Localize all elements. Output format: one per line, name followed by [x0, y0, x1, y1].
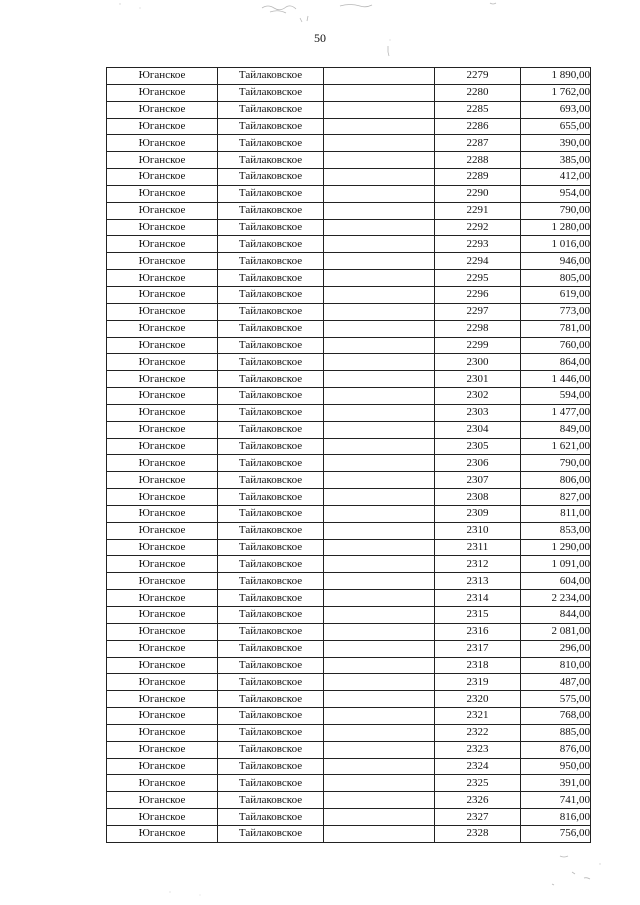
- field-cell: Юганское: [107, 825, 218, 842]
- number-cell: 2323: [435, 741, 521, 758]
- value-cell: 827,00: [521, 489, 591, 506]
- number-cell: 2302: [435, 388, 521, 405]
- field-cell: Юганское: [107, 674, 218, 691]
- extra-cell: [324, 522, 435, 539]
- field-cell: Юганское: [107, 556, 218, 573]
- extra-cell: [324, 472, 435, 489]
- area-cell: Тайлаковское: [218, 253, 324, 270]
- table-row: [107, 640, 591, 657]
- number-cell: 2312: [435, 556, 521, 573]
- table-row: [107, 169, 591, 186]
- table-row: [107, 135, 591, 152]
- number-cell: 2303: [435, 404, 521, 421]
- extra-cell: [324, 708, 435, 725]
- number-cell: 2324: [435, 758, 521, 775]
- value-cell: 849,00: [521, 421, 591, 438]
- value-cell: 1 762,00: [521, 84, 591, 101]
- extra-cell: [324, 169, 435, 186]
- table-row: [107, 573, 591, 590]
- area-cell: Тайлаковское: [218, 371, 324, 388]
- value-cell: 2 081,00: [521, 623, 591, 640]
- extra-cell: [324, 421, 435, 438]
- area-cell: Тайлаковское: [218, 539, 324, 556]
- number-cell: 2293: [435, 236, 521, 253]
- field-cell: Юганское: [107, 404, 218, 421]
- table-row: [107, 388, 591, 405]
- area-cell: Тайлаковское: [218, 775, 324, 792]
- field-cell: Юганское: [107, 371, 218, 388]
- field-cell: Юганское: [107, 421, 218, 438]
- table-row: [107, 590, 591, 607]
- extra-cell: [324, 758, 435, 775]
- table-row: [107, 657, 591, 674]
- field-cell: Юганское: [107, 135, 218, 152]
- area-cell: Тайлаковское: [218, 202, 324, 219]
- extra-cell: [324, 236, 435, 253]
- field-cell: Юганское: [107, 354, 218, 371]
- table-row: [107, 286, 591, 303]
- area-cell: Тайлаковское: [218, 185, 324, 202]
- value-cell: 604,00: [521, 573, 591, 590]
- field-cell: Юганское: [107, 118, 218, 135]
- value-cell: 811,00: [521, 505, 591, 522]
- field-cell: Юганское: [107, 320, 218, 337]
- table-row: [107, 741, 591, 758]
- table-row: [107, 270, 591, 287]
- area-cell: Тайлаковское: [218, 152, 324, 169]
- extra-cell: [324, 388, 435, 405]
- field-cell: Юганское: [107, 202, 218, 219]
- table-row: [107, 623, 591, 640]
- value-cell: 885,00: [521, 724, 591, 741]
- number-cell: 2318: [435, 657, 521, 674]
- table-row: [107, 354, 591, 371]
- extra-cell: [324, 270, 435, 287]
- value-cell: 844,00: [521, 607, 591, 624]
- field-cell: Юганское: [107, 489, 218, 506]
- number-cell: 2289: [435, 169, 521, 186]
- extra-cell: [324, 202, 435, 219]
- table-row: [107, 455, 591, 472]
- extra-cell: [324, 640, 435, 657]
- number-cell: 2311: [435, 539, 521, 556]
- area-cell: Тайлаковское: [218, 590, 324, 607]
- number-cell: 2317: [435, 640, 521, 657]
- page-number: 50: [314, 31, 326, 45]
- extra-cell: [324, 118, 435, 135]
- number-cell: 2292: [435, 219, 521, 236]
- number-cell: 2297: [435, 303, 521, 320]
- area-cell: Тайлаковское: [218, 337, 324, 354]
- table-row: [107, 185, 591, 202]
- number-cell: 2326: [435, 792, 521, 809]
- field-cell: Юганское: [107, 809, 218, 826]
- table-row: [107, 674, 591, 691]
- extra-cell: [324, 674, 435, 691]
- area-cell: Тайлаковское: [218, 354, 324, 371]
- field-cell: Юганское: [107, 219, 218, 236]
- extra-cell: [324, 101, 435, 118]
- value-cell: 810,00: [521, 657, 591, 674]
- registry-table: [106, 67, 591, 843]
- table-row: [107, 253, 591, 270]
- field-cell: Юганское: [107, 607, 218, 624]
- area-cell: Тайлаковское: [218, 691, 324, 708]
- area-cell: Тайлаковское: [218, 472, 324, 489]
- number-cell: 2313: [435, 573, 521, 590]
- extra-cell: [324, 489, 435, 506]
- extra-cell: [324, 371, 435, 388]
- area-cell: Тайлаковское: [218, 388, 324, 405]
- value-cell: 741,00: [521, 792, 591, 809]
- field-cell: Юганское: [107, 573, 218, 590]
- field-cell: Юганское: [107, 505, 218, 522]
- extra-cell: [324, 404, 435, 421]
- field-cell: Юганское: [107, 724, 218, 741]
- field-cell: Юганское: [107, 775, 218, 792]
- number-cell: 2301: [435, 371, 521, 388]
- value-cell: 693,00: [521, 101, 591, 118]
- number-cell: 2288: [435, 152, 521, 169]
- area-cell: Тайлаковское: [218, 135, 324, 152]
- value-cell: 773,00: [521, 303, 591, 320]
- number-cell: 2280: [435, 84, 521, 101]
- table-row: [107, 152, 591, 169]
- value-cell: 1 621,00: [521, 438, 591, 455]
- table-row: [107, 118, 591, 135]
- area-cell: Тайлаковское: [218, 219, 324, 236]
- area-cell: Тайлаковское: [218, 455, 324, 472]
- number-cell: 2287: [435, 135, 521, 152]
- field-cell: Юганское: [107, 708, 218, 725]
- number-cell: 2325: [435, 775, 521, 792]
- value-cell: 876,00: [521, 741, 591, 758]
- area-cell: Тайлаковское: [218, 556, 324, 573]
- field-cell: Юганское: [107, 286, 218, 303]
- field-cell: Юганское: [107, 388, 218, 405]
- field-cell: Юганское: [107, 169, 218, 186]
- value-cell: 806,00: [521, 472, 591, 489]
- area-cell: Тайлаковское: [218, 489, 324, 506]
- area-cell: Тайлаковское: [218, 84, 324, 101]
- number-cell: 2294: [435, 253, 521, 270]
- extra-cell: [324, 135, 435, 152]
- number-cell: 2327: [435, 809, 521, 826]
- field-cell: Юганское: [107, 84, 218, 101]
- table-row: [107, 724, 591, 741]
- field-cell: Юганское: [107, 472, 218, 489]
- table-row: [107, 708, 591, 725]
- field-cell: Юганское: [107, 253, 218, 270]
- value-cell: 619,00: [521, 286, 591, 303]
- area-cell: Тайлаковское: [218, 674, 324, 691]
- value-cell: 296,00: [521, 640, 591, 657]
- value-cell: 790,00: [521, 202, 591, 219]
- value-cell: 385,00: [521, 152, 591, 169]
- number-cell: 2299: [435, 337, 521, 354]
- area-cell: Тайлаковское: [218, 270, 324, 287]
- area-cell: Тайлаковское: [218, 792, 324, 809]
- table-row: [107, 202, 591, 219]
- extra-cell: [324, 185, 435, 202]
- extra-cell: [324, 809, 435, 826]
- area-cell: Тайлаковское: [218, 236, 324, 253]
- extra-cell: [324, 455, 435, 472]
- area-cell: Тайлаковское: [218, 640, 324, 657]
- number-cell: 2291: [435, 202, 521, 219]
- value-cell: 768,00: [521, 708, 591, 725]
- number-cell: 2286: [435, 118, 521, 135]
- number-cell: 2322: [435, 724, 521, 741]
- field-cell: Юганское: [107, 741, 218, 758]
- value-cell: 594,00: [521, 388, 591, 405]
- extra-cell: [324, 320, 435, 337]
- extra-cell: [324, 286, 435, 303]
- value-cell: 487,00: [521, 674, 591, 691]
- table-row: [107, 438, 591, 455]
- number-cell: 2321: [435, 708, 521, 725]
- table-row: [107, 337, 591, 354]
- number-cell: 2296: [435, 286, 521, 303]
- extra-cell: [324, 825, 435, 842]
- number-cell: 2309: [435, 505, 521, 522]
- field-cell: Юганское: [107, 101, 218, 118]
- table-row: [107, 421, 591, 438]
- area-cell: Тайлаковское: [218, 623, 324, 640]
- field-cell: Юганское: [107, 337, 218, 354]
- extra-cell: [324, 724, 435, 741]
- extra-cell: [324, 438, 435, 455]
- number-cell: 2290: [435, 185, 521, 202]
- value-cell: 1 290,00: [521, 539, 591, 556]
- table-row: [107, 68, 591, 85]
- value-cell: 756,00: [521, 825, 591, 842]
- number-cell: 2307: [435, 472, 521, 489]
- area-cell: Тайлаковское: [218, 320, 324, 337]
- extra-cell: [324, 792, 435, 809]
- extra-cell: [324, 590, 435, 607]
- table-row: [107, 505, 591, 522]
- value-cell: 1 280,00: [521, 219, 591, 236]
- value-cell: 390,00: [521, 135, 591, 152]
- number-cell: 2304: [435, 421, 521, 438]
- value-cell: 412,00: [521, 169, 591, 186]
- number-cell: 2285: [435, 101, 521, 118]
- area-cell: Тайлаковское: [218, 438, 324, 455]
- number-cell: 2306: [435, 455, 521, 472]
- field-cell: Юганское: [107, 691, 218, 708]
- extra-cell: [324, 607, 435, 624]
- table-row: [107, 404, 591, 421]
- area-cell: Тайлаковское: [218, 118, 324, 135]
- extra-cell: [324, 691, 435, 708]
- number-cell: 2295: [435, 270, 521, 287]
- field-cell: Юганское: [107, 522, 218, 539]
- extra-cell: [324, 303, 435, 320]
- value-cell: 760,00: [521, 337, 591, 354]
- extra-cell: [324, 539, 435, 556]
- area-cell: Тайлаковское: [218, 809, 324, 826]
- value-cell: 1 890,00: [521, 68, 591, 85]
- table-row: [107, 809, 591, 826]
- table-row: [107, 320, 591, 337]
- value-cell: 790,00: [521, 455, 591, 472]
- value-cell: 1 016,00: [521, 236, 591, 253]
- value-cell: 946,00: [521, 253, 591, 270]
- value-cell: 2 234,00: [521, 590, 591, 607]
- field-cell: Юганское: [107, 758, 218, 775]
- table-row: [107, 101, 591, 118]
- area-cell: Тайлаковское: [218, 708, 324, 725]
- extra-cell: [324, 657, 435, 674]
- value-cell: 1 091,00: [521, 556, 591, 573]
- area-cell: Тайлаковское: [218, 758, 324, 775]
- value-cell: 781,00: [521, 320, 591, 337]
- field-cell: Юганское: [107, 539, 218, 556]
- table-row: [107, 219, 591, 236]
- table-row: [107, 489, 591, 506]
- area-cell: Тайлаковское: [218, 724, 324, 741]
- field-cell: Юганское: [107, 68, 218, 85]
- extra-cell: [324, 253, 435, 270]
- value-cell: 1 446,00: [521, 371, 591, 388]
- table-row: [107, 472, 591, 489]
- area-cell: Тайлаковское: [218, 286, 324, 303]
- area-cell: Тайлаковское: [218, 421, 324, 438]
- extra-cell: [324, 68, 435, 85]
- number-cell: 2328: [435, 825, 521, 842]
- table-row: [107, 522, 591, 539]
- number-cell: 2308: [435, 489, 521, 506]
- field-cell: Юганское: [107, 303, 218, 320]
- extra-cell: [324, 573, 435, 590]
- value-cell: 816,00: [521, 809, 591, 826]
- table-row: [107, 691, 591, 708]
- field-cell: Юганское: [107, 792, 218, 809]
- field-cell: Юганское: [107, 236, 218, 253]
- area-cell: Тайлаковское: [218, 404, 324, 421]
- field-cell: Юганское: [107, 657, 218, 674]
- field-cell: Юганское: [107, 438, 218, 455]
- value-cell: 805,00: [521, 270, 591, 287]
- area-cell: Тайлаковское: [218, 505, 324, 522]
- number-cell: 2319: [435, 674, 521, 691]
- area-cell: Тайлаковское: [218, 522, 324, 539]
- value-cell: 575,00: [521, 691, 591, 708]
- number-cell: 2320: [435, 691, 521, 708]
- extra-cell: [324, 219, 435, 236]
- field-cell: Юганское: [107, 590, 218, 607]
- extra-cell: [324, 505, 435, 522]
- extra-cell: [324, 556, 435, 573]
- value-cell: 391,00: [521, 775, 591, 792]
- field-cell: Юганское: [107, 623, 218, 640]
- table-row: [107, 556, 591, 573]
- area-cell: Тайлаковское: [218, 68, 324, 85]
- area-cell: Тайлаковское: [218, 303, 324, 320]
- field-cell: Юганское: [107, 152, 218, 169]
- extra-cell: [324, 775, 435, 792]
- table-row: [107, 758, 591, 775]
- value-cell: 954,00: [521, 185, 591, 202]
- number-cell: 2279: [435, 68, 521, 85]
- table-row: [107, 84, 591, 101]
- table-row: [107, 303, 591, 320]
- table-row: [107, 607, 591, 624]
- extra-cell: [324, 337, 435, 354]
- extra-cell: [324, 623, 435, 640]
- table-row: [107, 792, 591, 809]
- number-cell: 2310: [435, 522, 521, 539]
- number-cell: 2298: [435, 320, 521, 337]
- extra-cell: [324, 84, 435, 101]
- area-cell: Тайлаковское: [218, 101, 324, 118]
- field-cell: Юганское: [107, 455, 218, 472]
- extra-cell: [324, 741, 435, 758]
- extra-cell: [324, 152, 435, 169]
- table-row: [107, 371, 591, 388]
- value-cell: 1 477,00: [521, 404, 591, 421]
- area-cell: Тайлаковское: [218, 573, 324, 590]
- table-row: [107, 825, 591, 842]
- number-cell: 2305: [435, 438, 521, 455]
- number-cell: 2315: [435, 607, 521, 624]
- area-cell: Тайлаковское: [218, 825, 324, 842]
- number-cell: 2314: [435, 590, 521, 607]
- table-row: [107, 539, 591, 556]
- area-cell: Тайлаковское: [218, 741, 324, 758]
- value-cell: 864,00: [521, 354, 591, 371]
- registry-table-body: [107, 68, 591, 843]
- extra-cell: [324, 354, 435, 371]
- value-cell: 950,00: [521, 758, 591, 775]
- field-cell: Юганское: [107, 640, 218, 657]
- field-cell: Юганское: [107, 185, 218, 202]
- number-cell: 2300: [435, 354, 521, 371]
- area-cell: Тайлаковское: [218, 169, 324, 186]
- table-row: [107, 236, 591, 253]
- value-cell: 853,00: [521, 522, 591, 539]
- area-cell: Тайлаковское: [218, 657, 324, 674]
- value-cell: 655,00: [521, 118, 591, 135]
- field-cell: Юганское: [107, 270, 218, 287]
- table-row: [107, 775, 591, 792]
- number-cell: 2316: [435, 623, 521, 640]
- area-cell: Тайлаковское: [218, 607, 324, 624]
